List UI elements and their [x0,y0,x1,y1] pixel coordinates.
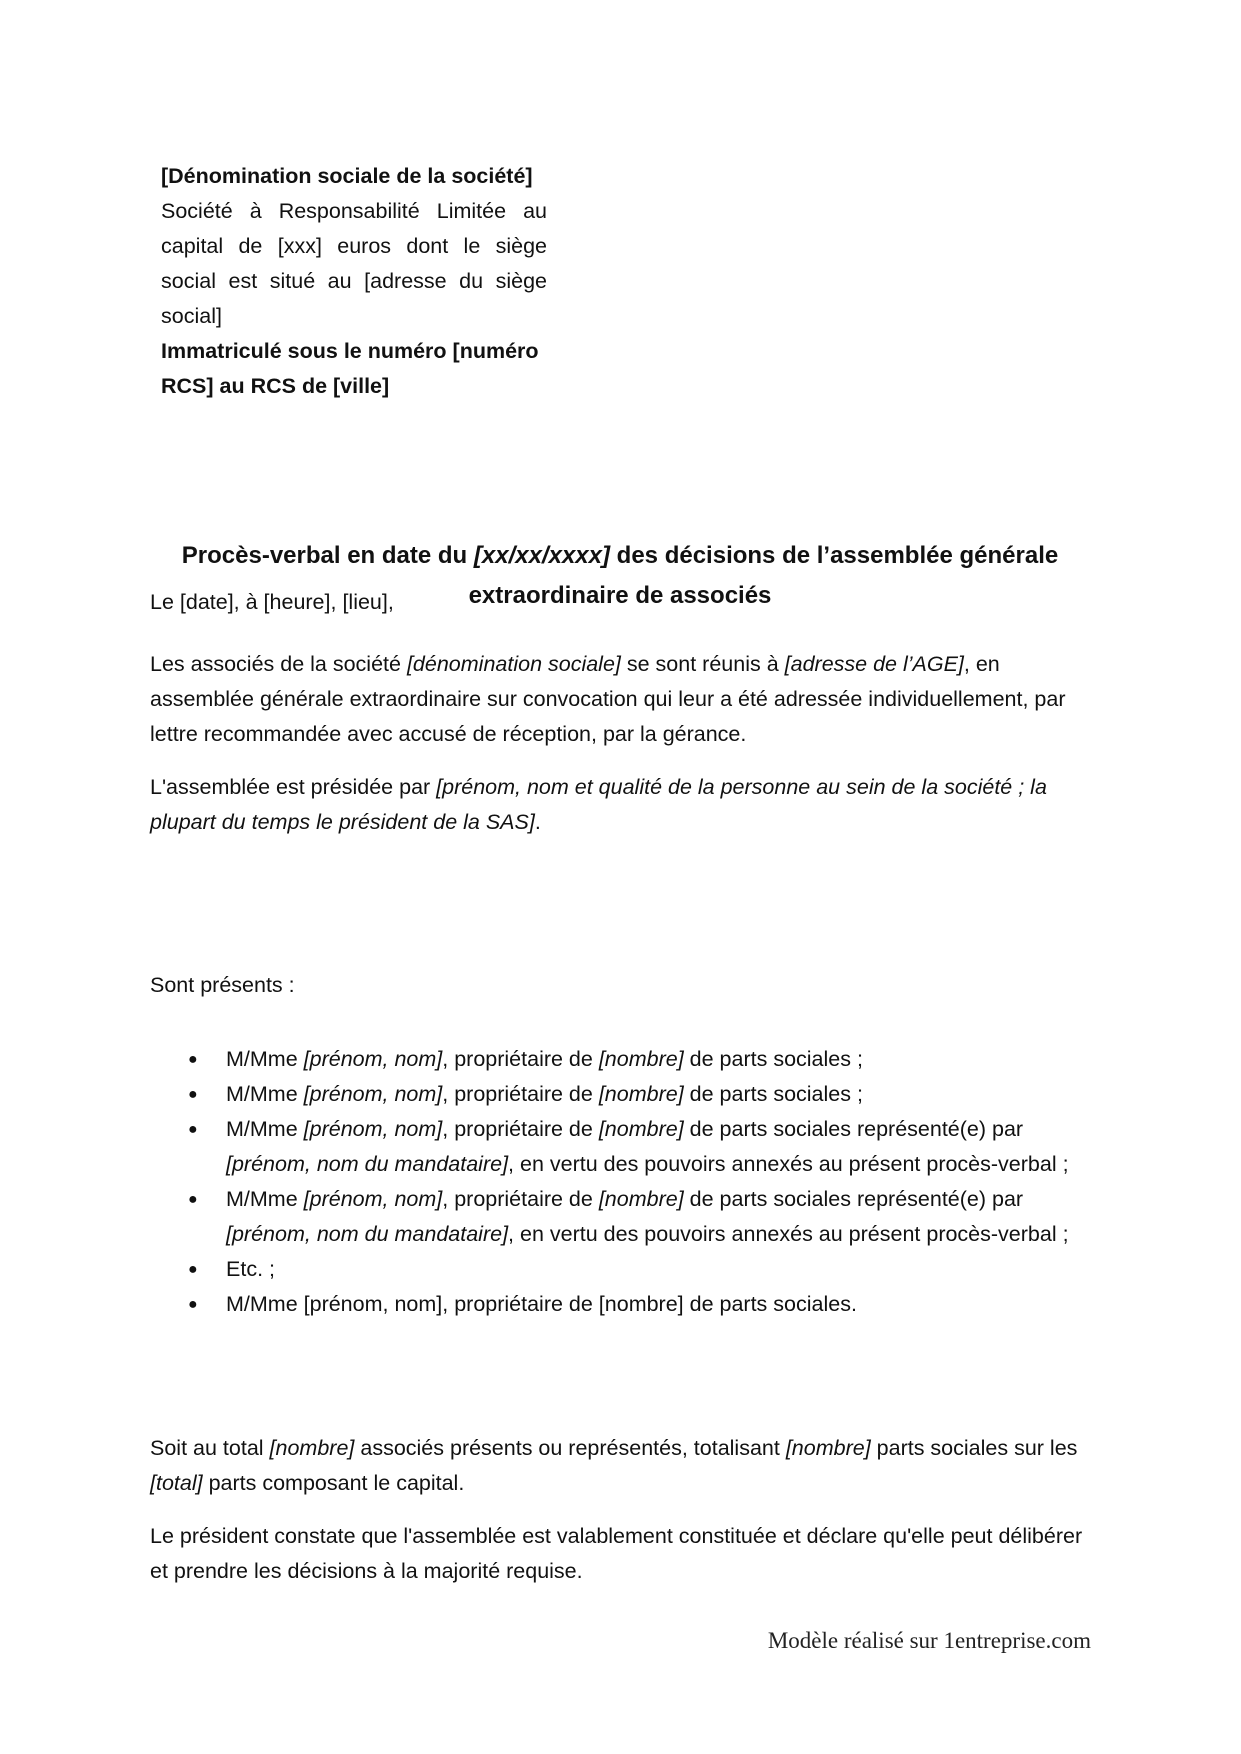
attendee-placeholder: [prénom, nom] [303,1117,443,1141]
attendee-text: , propriétaire de [442,1082,599,1106]
para2-placeholder1: [prénom, nom et qualité de la personne au sein de la société ; la plupart du temps le président de la SAS] [150,775,1047,834]
bullet-icon: ● [188,1191,198,1208]
title-part2: des décisions de l’assemblée générale [610,542,1059,569]
list-item [150,1077,1100,1112]
attendee-text: M/Mme [226,1117,304,1141]
attendee-text: , en vertu des pouvoirs annexés au présent procès-verbal ; [508,1222,1069,1246]
bullet-icon: ● [188,1261,198,1278]
attendee-text: Etc. ; [226,1257,275,1281]
footer-credit: Modèle réalisé sur 1entreprise.com [767,1628,1091,1653]
attendee-text: de parts sociales représenté(e) par [683,1117,1024,1141]
paragraph-president [150,770,1100,840]
attendee-placeholder: [prénom, nom] [303,1047,443,1071]
para2-text1: L'assemblée est présidée par [150,775,437,799]
company-block [161,159,547,404]
para1-placeholder1: [dénomination sociale] [406,652,621,676]
attendee-text: de parts sociales ; [683,1047,863,1071]
list-item [150,1252,1100,1287]
attendee-text: , en vertu des pouvoirs annexés au présent procès-verbal ; [508,1152,1069,1176]
attendee-text: , propriétaire de [442,1187,599,1211]
attendee-text: , propriétaire de [442,1047,599,1071]
total-text4: parts composant le capital. [202,1471,465,1495]
bullet-icon: ● [188,1121,198,1138]
bullet-icon: ● [188,1296,198,1313]
present-label [150,968,1100,1003]
bullet-icon: ● [188,1051,198,1068]
total-placeholder2: [nombre] [785,1436,871,1460]
attendee-placeholder: [nombre] [598,1047,684,1071]
title-line2: extraordinaire de associés [468,582,772,609]
attendee-placeholder: [nombre] [598,1187,684,1211]
attendee-text: M/Mme [226,1047,304,1071]
company-registration [161,334,547,404]
total-placeholder3: [total] [150,1471,203,1495]
present-label-text: Sont présents : [150,973,295,997]
para1-placeholder2: [adresse de l’AGE] [784,652,964,676]
para1-text3: , en assemblée générale extraordinaire sur convocation qui leur a été adressée individuellement, par lettre recommandée avec accusé de réception, par la gérance. [150,652,1066,746]
title-date: [xx/xx/xxxx] [473,542,610,569]
para1-text1: Les associés de la société [150,652,407,676]
bullet-icon: ● [188,1086,198,1103]
para2-text2: . [534,810,541,834]
attendee-placeholder: [prénom, nom du mandataire] [226,1222,509,1246]
attendee-placeholder: [prénom, nom] [303,1187,443,1211]
paragraph-total [150,1431,1100,1501]
total-text3: parts sociales sur les [870,1436,1078,1460]
attendee-text: M/Mme [226,1082,304,1106]
attendee-placeholder: [nombre] [598,1117,684,1141]
attendee-list [150,1042,1100,1322]
list-item [150,1112,1100,1182]
attendee-placeholder: [prénom, nom du mandataire] [226,1152,509,1176]
company-name: [Dénomination sociale de la société] [161,164,533,188]
total-text1: Soit au total [150,1436,270,1460]
attendee-text: de parts sociales représenté(e) par [683,1187,1024,1211]
attendee-text: M/Mme [prénom, nom], propriétaire de [nombre] de parts sociales. [226,1292,857,1316]
total-placeholder1: [nombre] [269,1436,355,1460]
attendee-placeholder: [prénom, nom] [303,1082,443,1106]
company-registration-line2: RCS] au RCS de [ville] [161,374,390,398]
para1-text2: se sont réunis à [620,652,785,676]
paragraph-conclusion [150,1519,1100,1589]
intro-date-text: Le [date], à [heure], [lieu], [150,590,394,614]
paragraph-meeting [150,647,1100,752]
list-item [150,1287,1100,1322]
attendee-text: de parts sociales ; [683,1082,863,1106]
list-item [150,1182,1100,1252]
attendee-text: , propriétaire de [442,1117,599,1141]
company-registration-line1: Immatriculé sous le numéro [numéro [161,339,539,363]
title-part1: Procès-verbal en date du [181,542,474,569]
list-item [150,1042,1100,1077]
attendee-placeholder: [nombre] [598,1082,684,1106]
company-description: Société à Responsabilité Limitée au capital de [xxx] euros dont le siège social est situé au [adresse du siège social] [161,199,547,328]
total-text2: associés présents ou représentés, totalisant [354,1436,786,1460]
conclusion-text: Le président constate que l'assemblée est valablement constituée et déclare qu'elle peut délibérer et prendre les décisions à la majorité requise. [150,1524,1083,1583]
attendee-text: M/Mme [226,1187,304,1211]
intro-date [150,585,1100,620]
